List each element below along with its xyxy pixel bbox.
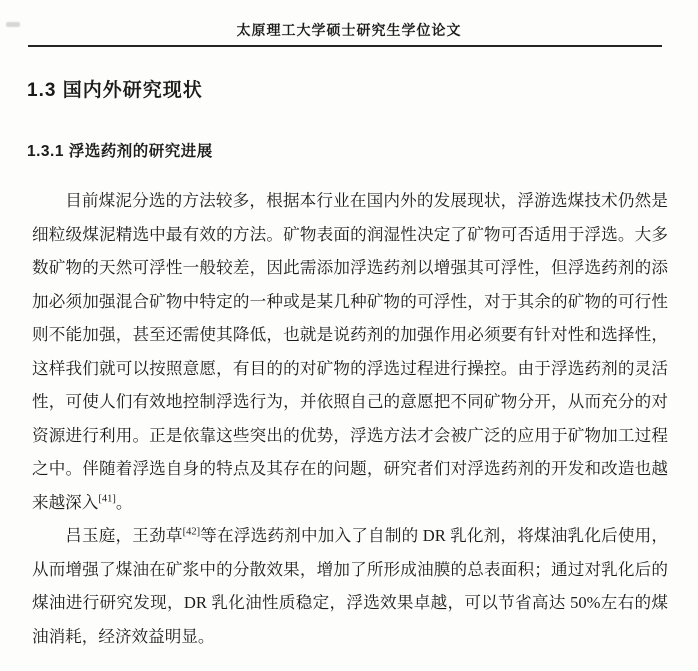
text-segment: 目前煤泥分选的方法较多，根据本行业在国内外的发展现状，浮游选煤技术仍然是细粒级煤泥精选中最有效的方法。矿物表面的润湿性决定了矿物可否适用于浮选。大多数矿物的天然可浮性一般较差，因此需添加浮选药剂以增强其可浮性，但浮选药剂的添加必须加强混合矿物中特定的一种或是某几种矿物的可浮性，对于其余的矿物的可行性则不能加强，甚至还需使其降低，也就是说药剂的加强作用必须要有针对性和选择性，这样我们就可以按照意愿，有目的的对矿物的浮选过程进行操控。由于浮选药剂的灵活性，可使人们有效地控制浮选行为，并依照自己的意愿把不同矿物分开，从而充分的对资源进行利用。正是依靠这些突出的优势，浮选方法才会被广泛的应用于矿物加工过程之中。伴随着浮选自身的特点及其存在的问题，研究者们对浮选药剂的开发和改造也越来越深入 xyxy=(32,191,668,512)
header-rule xyxy=(28,45,662,47)
section-heading: 1.3 国内外研究现状 xyxy=(27,80,203,101)
body-text xyxy=(32,184,668,653)
paragraph xyxy=(32,519,668,653)
subsection-heading: 1.3.1 浮选药剂的研究进展 xyxy=(27,143,213,160)
scan-artifact xyxy=(6,22,20,27)
text-segment: 吕玉庭，王劲草 xyxy=(65,526,183,545)
paragraph xyxy=(32,184,668,519)
text-segment: 等在浮选药剂中加入了自制的 DR 乳化剂，将煤油乳化后使用，从而增强了煤油在矿浆中的分散效果，增加了所形成油膜的总表面积；通过对乳化后的煤油进行研究发现，DR 乳化油性质稳定，浮选效果卓越，可以节省高达 50%左右的煤油消耗，经济效益明显。 xyxy=(32,526,668,646)
running-head: 太原理工大学硕士研究生学位论文 xyxy=(236,24,462,39)
document-page xyxy=(0,20,698,671)
citation-ref: [42] xyxy=(182,526,201,538)
citation-ref: [41] xyxy=(98,492,116,504)
text-segment: 。 xyxy=(115,492,133,512)
